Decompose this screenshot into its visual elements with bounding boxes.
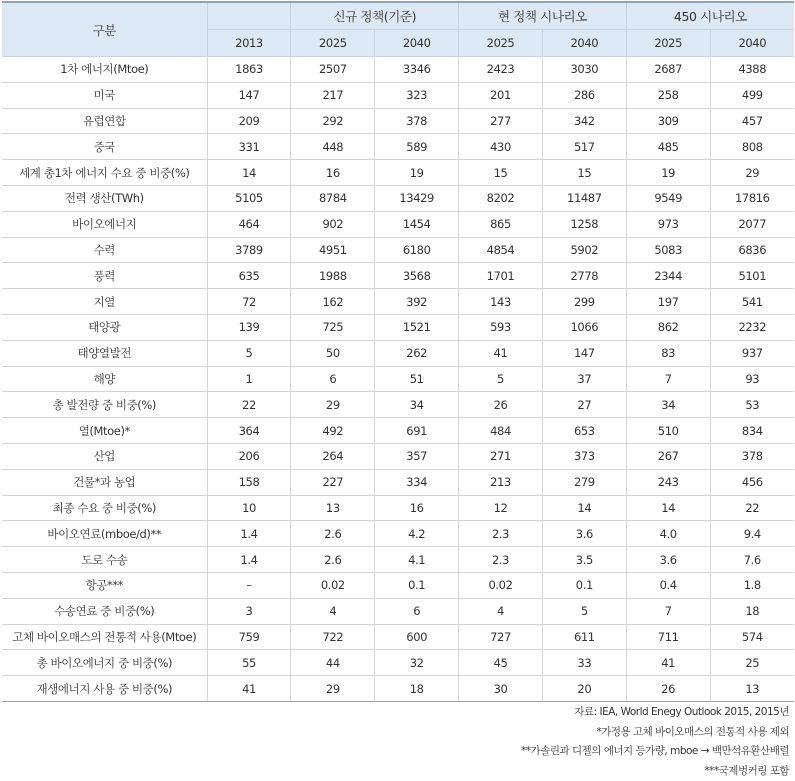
- table-cell: 139: [207, 314, 291, 340]
- table-cell: 279: [542, 469, 626, 495]
- row-label: 바이오에너지: [2, 211, 207, 237]
- table-cell: 499: [710, 82, 794, 108]
- table-cell: 1454: [375, 211, 459, 237]
- header-year: 2025: [291, 30, 375, 57]
- table-cell: 4: [291, 598, 375, 624]
- table-cell: 14: [626, 495, 710, 521]
- table-cell: 653: [542, 418, 626, 444]
- table-cell: 862: [626, 314, 710, 340]
- table-cell: 2.6: [291, 521, 375, 547]
- table-cell: 4854: [459, 237, 543, 263]
- table-cell: 2.3: [459, 521, 543, 547]
- table-cell: 0.4: [626, 572, 710, 598]
- table-cell: 22: [207, 392, 291, 418]
- table-cell: 725: [291, 314, 375, 340]
- row-label: 수송연료 중 비중(%): [2, 598, 207, 624]
- table-cell: 213: [459, 469, 543, 495]
- row-label: 재생에너지 사용 중 비중(%): [2, 676, 207, 702]
- table-cell: 1863: [207, 57, 291, 83]
- table-cell: 1.8: [710, 572, 794, 598]
- table-cell: 201: [459, 82, 543, 108]
- table-row: [2, 547, 794, 573]
- table-cell: 2.6: [291, 547, 375, 573]
- table-cell: 34: [375, 392, 459, 418]
- table-cell: 11487: [542, 185, 626, 211]
- table-cell: 464: [207, 211, 291, 237]
- table-cell: 6: [291, 366, 375, 392]
- bioenergy-scenario-table: [2, 1, 794, 702]
- table-cell: 600: [375, 624, 459, 650]
- table-cell: 9549: [626, 185, 710, 211]
- row-label: 지열: [2, 289, 207, 315]
- table-cell: 227: [291, 469, 375, 495]
- table-cell: 457: [710, 108, 794, 134]
- table-cell: 14: [542, 495, 626, 521]
- table-cell: 197: [626, 289, 710, 315]
- table-cell: 147: [542, 340, 626, 366]
- table-row: [2, 572, 794, 598]
- table-cell: 147: [207, 82, 291, 108]
- header-group-current-policy: 현 정책 시나리오: [459, 2, 627, 30]
- table-cell: 937: [710, 340, 794, 366]
- table-cell: 3568: [375, 263, 459, 289]
- table-row: [2, 495, 794, 521]
- table-cell: 2344: [626, 263, 710, 289]
- table-cell: 26: [459, 392, 543, 418]
- row-label: 열(Mtoe)*: [2, 418, 207, 444]
- table-cell: 430: [459, 134, 543, 160]
- row-label: 1차 에너지(Mtoe): [2, 57, 207, 83]
- header-category: 구분: [2, 2, 207, 57]
- table-cell: 541: [710, 289, 794, 315]
- table-cell: 6836: [710, 237, 794, 263]
- table-cell: 5902: [542, 237, 626, 263]
- footnote-1: *가정용 고체 바이오매스의 전통적 사용 제외: [521, 723, 789, 743]
- table-cell: 635: [207, 263, 291, 289]
- table-cell: 18: [710, 598, 794, 624]
- table-cell: 162: [291, 289, 375, 315]
- table-row: [2, 443, 794, 469]
- table-cell: 5: [542, 598, 626, 624]
- table-cell: 7: [626, 366, 710, 392]
- table-cell: 4.1: [375, 547, 459, 573]
- table-cell: 456: [710, 469, 794, 495]
- table-cell: 2077: [710, 211, 794, 237]
- table-cell: 20: [542, 676, 626, 702]
- table-cell: 0.02: [291, 572, 375, 598]
- header-base-empty: [207, 2, 291, 30]
- table-cell: 83: [626, 340, 710, 366]
- table-row: [2, 598, 794, 624]
- footnotes: [521, 703, 789, 781]
- table-row: [2, 289, 794, 315]
- table-cell: 334: [375, 469, 459, 495]
- table-cell: 373: [542, 443, 626, 469]
- table-cell: 1521: [375, 314, 459, 340]
- table-cell: 3346: [375, 57, 459, 83]
- table-cell: 13: [291, 495, 375, 521]
- table-cell: 16: [375, 495, 459, 521]
- table-cell: 25: [710, 650, 794, 676]
- table-row: [2, 185, 794, 211]
- table-row: [2, 237, 794, 263]
- table-cell: 243: [626, 469, 710, 495]
- row-label: 최종 수요 중 비중(%): [2, 495, 207, 521]
- table-cell: 13429: [375, 185, 459, 211]
- table-cell: 2.3: [459, 547, 543, 573]
- table-cell: 392: [375, 289, 459, 315]
- row-label: 해양: [2, 366, 207, 392]
- table-cell: 26: [626, 676, 710, 702]
- table-cell: 1066: [542, 314, 626, 340]
- table-cell: 206: [207, 443, 291, 469]
- table-cell: 0.02: [459, 572, 543, 598]
- table-cell: 3789: [207, 237, 291, 263]
- table-cell: 6180: [375, 237, 459, 263]
- table-cell: 808: [710, 134, 794, 160]
- row-label: 항공***: [2, 572, 207, 598]
- table-cell: 5105: [207, 185, 291, 211]
- table-cell: 9.4: [710, 521, 794, 547]
- table-cell: 14: [207, 160, 291, 186]
- table-cell: 18: [375, 676, 459, 702]
- table-cell: 1: [207, 366, 291, 392]
- table-cell: 258: [626, 82, 710, 108]
- table-cell: 722: [291, 624, 375, 650]
- row-label: 세계 총1차 에너지 수요 중 비중(%): [2, 160, 207, 186]
- table-cell: 19: [626, 160, 710, 186]
- header-year: 2025: [459, 30, 543, 57]
- table-row: [2, 211, 794, 237]
- table-row: [2, 108, 794, 134]
- table-cell: 15: [459, 160, 543, 186]
- table-cell: 53: [710, 392, 794, 418]
- header-year: 2040: [542, 30, 626, 57]
- row-label: 유럽연합: [2, 108, 207, 134]
- table-cell: 264: [291, 443, 375, 469]
- header-year-base: 2013: [207, 30, 291, 57]
- table-cell: –: [207, 572, 291, 598]
- table-cell: 448: [291, 134, 375, 160]
- table-body: [2, 57, 794, 702]
- table-cell: 2687: [626, 57, 710, 83]
- table-cell: 4.0: [626, 521, 710, 547]
- table-cell: 485: [626, 134, 710, 160]
- table-cell: 209: [207, 108, 291, 134]
- table-cell: 29: [291, 392, 375, 418]
- footnote-2: **가솔린과 디젤의 에너지 등가량, mboe → 백만석유환산배럴: [521, 742, 789, 762]
- table-cell: 143: [459, 289, 543, 315]
- table-cell: 593: [459, 314, 543, 340]
- table-cell: 33: [542, 650, 626, 676]
- table-cell: 19: [375, 160, 459, 186]
- table-cell: 267: [626, 443, 710, 469]
- table-row: [2, 676, 794, 702]
- table-cell: 589: [375, 134, 459, 160]
- row-label: 전력 생산(TWh): [2, 185, 207, 211]
- table-cell: 3.5: [542, 547, 626, 573]
- table-cell: 357: [375, 443, 459, 469]
- row-label: 바이오연료(mboe/d)**: [2, 521, 207, 547]
- table-cell: 29: [291, 676, 375, 702]
- table-cell: 7.6: [710, 547, 794, 573]
- table-cell: 292: [291, 108, 375, 134]
- table-cell: 12: [459, 495, 543, 521]
- table-cell: 8784: [291, 185, 375, 211]
- table-row: [2, 366, 794, 392]
- table-cell: 517: [542, 134, 626, 160]
- header-year: 2040: [710, 30, 794, 57]
- table-cell: 8202: [459, 185, 543, 211]
- table-cell: 309: [626, 108, 710, 134]
- table-cell: 727: [459, 624, 543, 650]
- table-cell: 51: [375, 366, 459, 392]
- table-cell: 217: [291, 82, 375, 108]
- row-label: 태양열발전: [2, 340, 207, 366]
- table-cell: 691: [375, 418, 459, 444]
- table-cell: 364: [207, 418, 291, 444]
- table-cell: 15: [542, 160, 626, 186]
- table-cell: 13: [710, 676, 794, 702]
- table-cell: 4: [459, 598, 543, 624]
- row-label: 산업: [2, 443, 207, 469]
- table-cell: 262: [375, 340, 459, 366]
- table-cell: 1701: [459, 263, 543, 289]
- row-label: 풍력: [2, 263, 207, 289]
- table-cell: 484: [459, 418, 543, 444]
- table-cell: 342: [542, 108, 626, 134]
- table-cell: 0.1: [542, 572, 626, 598]
- table-row: [2, 263, 794, 289]
- table-row: [2, 340, 794, 366]
- table-cell: 0.1: [375, 572, 459, 598]
- table-cell: 158: [207, 469, 291, 495]
- table-cell: 3: [207, 598, 291, 624]
- header-group-450: 450 시나리오: [626, 2, 794, 30]
- table-cell: 7: [626, 598, 710, 624]
- table-cell: 323: [375, 82, 459, 108]
- table-cell: 37: [542, 366, 626, 392]
- table-cell: 331: [207, 134, 291, 160]
- table-cell: 6: [375, 598, 459, 624]
- table-cell: 1.4: [207, 547, 291, 573]
- table-cell: 1258: [542, 211, 626, 237]
- table-cell: 5: [207, 340, 291, 366]
- row-label: 총 발전량 중 비중(%): [2, 392, 207, 418]
- table-row: [2, 650, 794, 676]
- table-cell: 271: [459, 443, 543, 469]
- table-cell: 2232: [710, 314, 794, 340]
- row-label: 미국: [2, 82, 207, 108]
- row-label: 총 바이오에너지 중 비중(%): [2, 650, 207, 676]
- table-cell: 1.4: [207, 521, 291, 547]
- table-cell: 16: [291, 160, 375, 186]
- source-note: 자료: IEA, World Enegy Outlook 2015, 2015년: [521, 703, 789, 723]
- table-cell: 2423: [459, 57, 543, 83]
- table-cell: 41: [459, 340, 543, 366]
- table-cell: 41: [626, 650, 710, 676]
- table-cell: 44: [291, 650, 375, 676]
- table-cell: 30: [459, 676, 543, 702]
- table-row: [2, 314, 794, 340]
- table-cell: 29: [710, 160, 794, 186]
- table-cell: 5101: [710, 263, 794, 289]
- table-cell: 492: [291, 418, 375, 444]
- table-cell: 902: [291, 211, 375, 237]
- table-cell: 4951: [291, 237, 375, 263]
- table-cell: 378: [375, 108, 459, 134]
- table-cell: 5: [459, 366, 543, 392]
- table-cell: 711: [626, 624, 710, 650]
- table-cell: 510: [626, 418, 710, 444]
- table-cell: 41: [207, 676, 291, 702]
- header-year: 2025: [626, 30, 710, 57]
- table-cell: 3.6: [542, 521, 626, 547]
- table-row: [2, 82, 794, 108]
- table-cell: 10: [207, 495, 291, 521]
- header-year: 2040: [375, 30, 459, 57]
- table-cell: 5083: [626, 237, 710, 263]
- table-cell: 3.6: [626, 547, 710, 573]
- table-cell: 299: [542, 289, 626, 315]
- row-label: 고체 바이오매스의 전통적 사용(Mtoe): [2, 624, 207, 650]
- table-row: [2, 392, 794, 418]
- table-cell: 611: [542, 624, 626, 650]
- row-label: 수력: [2, 237, 207, 263]
- table-cell: 1988: [291, 263, 375, 289]
- table-cell: 973: [626, 211, 710, 237]
- table-cell: 32: [375, 650, 459, 676]
- table-cell: 3030: [542, 57, 626, 83]
- table-cell: 45: [459, 650, 543, 676]
- table-cell: 759: [207, 624, 291, 650]
- table-row: [2, 134, 794, 160]
- table-cell: 17816: [710, 185, 794, 211]
- table-container: [2, 1, 795, 702]
- table-cell: 34: [626, 392, 710, 418]
- table-cell: 72: [207, 289, 291, 315]
- table-cell: 2778: [542, 263, 626, 289]
- footnote-3: ***국제벙커링 포함: [521, 762, 789, 781]
- table-row: [2, 521, 794, 547]
- table-cell: 865: [459, 211, 543, 237]
- table-cell: 286: [542, 82, 626, 108]
- table-cell: 93: [710, 366, 794, 392]
- table-cell: 834: [710, 418, 794, 444]
- table-row: [2, 57, 794, 83]
- table-cell: 50: [291, 340, 375, 366]
- table-cell: 27: [542, 392, 626, 418]
- table-cell: 378: [710, 443, 794, 469]
- row-label: 중국: [2, 134, 207, 160]
- table-cell: 277: [459, 108, 543, 134]
- table-cell: 22: [710, 495, 794, 521]
- table-header: [2, 2, 794, 57]
- table-row: [2, 624, 794, 650]
- table-cell: 2507: [291, 57, 375, 83]
- header-group-new-policy: 신규 정책(기준): [291, 2, 459, 30]
- row-label: 태양광: [2, 314, 207, 340]
- row-label: 도로 수송: [2, 547, 207, 573]
- table-cell: 4.2: [375, 521, 459, 547]
- table-cell: 574: [710, 624, 794, 650]
- table-cell: 4388: [710, 57, 794, 83]
- table-row: [2, 418, 794, 444]
- table-row: [2, 160, 794, 186]
- row-label: 건물*과 농업: [2, 469, 207, 495]
- table-cell: 55: [207, 650, 291, 676]
- table-row: [2, 469, 794, 495]
